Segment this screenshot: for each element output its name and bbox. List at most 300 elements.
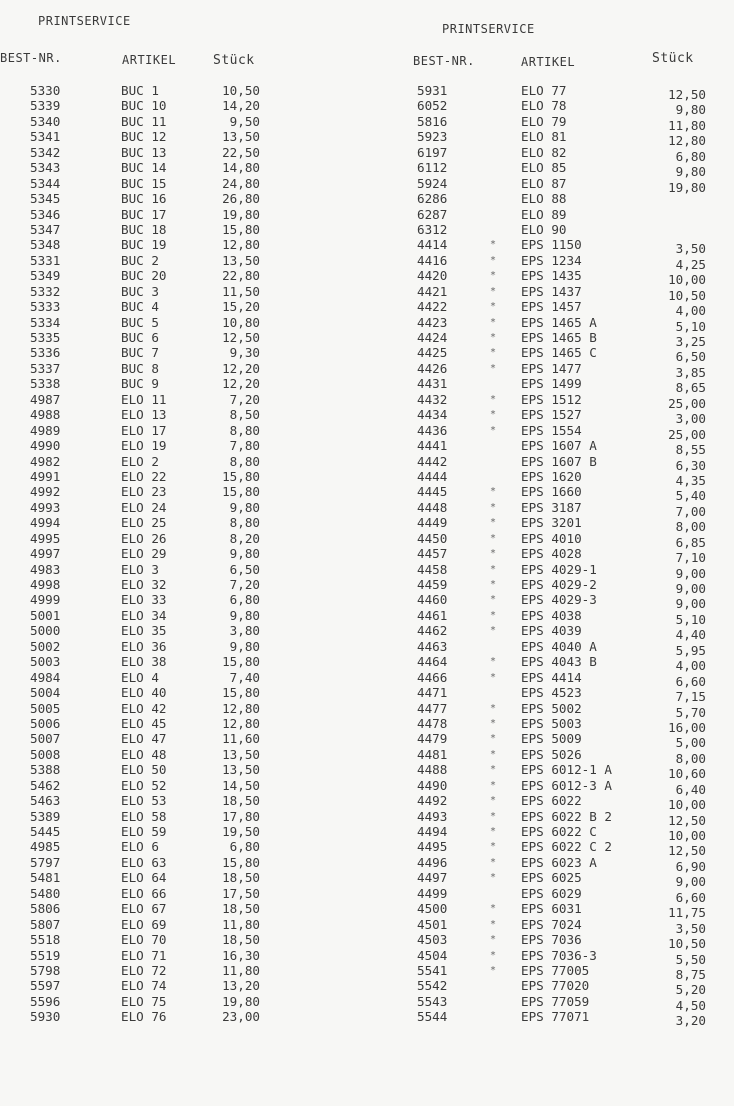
table-row [0,423,370,438]
quantity-price: 10,50 [668,287,706,303]
article-name: ELO 69 [121,916,167,932]
table-row [370,283,734,303]
article-name: EPS 77059 [521,993,590,1009]
quantity-price: 7,10 [675,550,706,566]
article-name: ELO 33 [121,592,167,608]
article-name: BUC 19 [121,237,167,253]
article-name: EPS 6022 C 2 [521,839,612,855]
asterisk-mark: * [490,301,497,313]
order-number: 5930 [30,1009,61,1025]
quantity-price: 8,65 [675,380,706,396]
order-number: 4423 [417,314,448,330]
order-number: 5388 [30,762,61,778]
article-name: ELO 22 [121,468,167,484]
asterisk-mark: * [490,779,497,791]
table-row [0,237,370,252]
quantity-price: 6,50 [229,561,260,577]
article-name: ELO 77 [521,83,567,98]
table-row [0,608,370,623]
table-row [370,793,734,813]
order-number: 4995 [30,530,61,546]
article-name: EPS 77005 [521,962,590,978]
table-row [0,546,370,561]
order-number: 5597 [30,978,61,994]
table-row [0,330,370,345]
asterisk-mark: * [490,393,497,405]
table-row [0,963,370,978]
order-number: 4436 [417,422,448,438]
table-row [370,237,734,257]
order-number: 5348 [30,237,61,253]
order-number: 5541 [417,962,448,978]
quantity-price: 5,40 [675,488,706,504]
table-row [370,113,734,133]
order-number: 4490 [417,777,448,793]
article-name: ELO 19 [121,438,167,454]
quantity-price: 5,70 [675,704,706,720]
quantity-price: 9,00 [675,596,706,612]
article-name: ELO 66 [121,885,167,901]
table-row [0,701,370,716]
quantity-price: 6,50 [675,349,706,365]
table-row [370,854,734,874]
article-name: ELO 48 [121,746,167,762]
article-name: BUC 17 [121,206,167,222]
asterisk-mark: * [490,964,497,976]
table-row [370,808,734,828]
quantity-price: 6,80 [675,148,706,164]
article-name: BUC 20 [121,268,167,284]
order-number: 4422 [417,299,448,315]
quantity-price: 3,00 [675,411,706,427]
article-name: ELO 24 [121,499,167,515]
table-row [0,917,370,932]
article-name: BUC 7 [121,345,159,361]
order-number: 4448 [417,499,448,515]
order-number: 5807 [30,916,61,932]
order-number: 5389 [30,808,61,824]
table-row [0,376,370,391]
asterisk-mark: * [490,856,497,868]
quantity-price: 11,60 [222,731,260,747]
article-name: EPS 1607 B [521,453,597,469]
article-name: ELO 63 [121,854,167,870]
article-name: ELO 17 [121,422,167,438]
order-number: 5596 [30,993,61,1009]
quantity-price: 12,50 [668,812,706,828]
order-number: 4460 [417,592,448,608]
order-number: 4988 [30,407,61,423]
article-name: ELO 50 [121,762,167,778]
quantity-price: 17,50 [222,885,260,901]
quantity-price: 7,20 [229,577,260,592]
table-row [0,731,370,746]
order-number: 4449 [417,515,448,531]
table-row [370,144,734,164]
table-row [0,778,370,793]
article-name: ELO 34 [121,607,167,623]
quantity-price: 8,00 [675,519,706,535]
quantity-price: 19,50 [222,824,260,839]
article-name: ELO 13 [121,407,167,423]
asterisk-mark: * [490,486,497,498]
table-row [370,561,734,581]
table-row [370,252,734,272]
quantity-price: 15,80 [222,221,260,237]
order-number: 4424 [417,330,448,345]
table-row [370,422,734,442]
quantity-price: 9,00 [675,565,706,581]
table-row [370,669,734,689]
table-row [370,947,734,967]
asterisk-mark: * [490,841,497,853]
order-number: 4493 [417,808,448,824]
quantity-price: 8,80 [229,515,260,531]
order-number: 4488 [417,762,448,778]
article-name: EPS 1499 [521,376,582,392]
table-row [370,777,734,797]
article-name: EPS 1465 C [521,345,597,361]
asterisk-mark: * [490,702,497,714]
table-row [370,715,734,735]
table-row [370,762,734,782]
order-number: 4994 [30,515,61,531]
table-row [0,500,370,515]
asterisk-mark: * [490,671,497,683]
quantity-price: 23,00 [222,1009,260,1025]
article-name: EPS 6023 A [521,854,597,870]
article-name: BUC 8 [121,360,159,376]
quantity-price: 4,50 [675,997,706,1013]
order-number: 4462 [417,623,448,639]
right-title: PRINTSERVICE [442,22,535,36]
article-name: EPS 1150 [521,237,582,253]
order-number: 5346 [30,206,61,222]
quantity-price: 15,80 [222,484,260,500]
table-row [370,623,734,643]
table-row [0,793,370,808]
order-number: 4479 [417,731,448,747]
quantity-price: 10,60 [668,766,706,782]
quantity-price: 6,30 [675,457,706,473]
table-row [370,376,734,396]
article-name: BUC 5 [121,314,159,330]
left-header-article: ARTIKEL [122,53,177,67]
order-number: 5480 [30,885,61,901]
table-row [370,499,734,519]
quantity-price: 12,20 [222,376,260,392]
table-row [370,175,734,195]
asterisk-mark: * [490,934,497,946]
quantity-price: 18,50 [222,793,260,809]
article-name: EPS 1660 [521,484,582,500]
article-name: ELO 36 [121,638,167,654]
article-name: ELO 90 [521,221,567,237]
article-name: ELO 67 [121,901,167,917]
quantity-price: 18,50 [222,932,260,948]
quantity-price: 5,10 [675,318,706,334]
order-number: 4421 [417,283,448,299]
article-name: ELO 47 [121,731,167,747]
quantity-price: 10,80 [222,314,260,330]
table-row [0,932,370,947]
table-row [0,268,370,283]
quantity-price: 11,50 [222,283,260,299]
article-name: EPS 4040 A [521,638,597,654]
article-name: EPS 7036-3 [521,947,597,963]
quantity-price: 3,80 [229,623,260,639]
table-row [370,207,734,222]
article-name: EPS 1512 [521,391,582,407]
order-number: 4494 [417,824,448,839]
article-name: ELO 88 [521,191,567,207]
asterisk-mark: * [490,625,497,637]
right-header-article: ARTIKEL [521,55,576,69]
left-header-nr: BEST-NR. [0,51,62,65]
article-name: ELO 32 [121,577,167,592]
quantity-price: 3,25 [675,334,706,349]
order-number: 5336 [30,345,61,361]
article-name: EPS 6012-1 A [521,762,612,778]
article-name: ELO 26 [121,530,167,546]
asterisk-mark: * [490,733,497,745]
table-row [0,315,370,330]
article-name: BUC 9 [121,376,159,392]
article-name: ELO 52 [121,777,167,793]
quantity-price: 5,95 [675,642,706,658]
table-row [0,747,370,762]
order-number: 4461 [417,607,448,623]
quantity-price: 19,80 [222,206,260,222]
asterisk-mark: * [490,609,497,621]
quantity-price: 10,50 [668,936,706,952]
table-row [0,901,370,916]
quantity-price: 11,80 [222,916,260,932]
article-name: ELO 4 [121,669,159,685]
quantity-price: 19,80 [668,179,706,195]
order-number: 4478 [417,715,448,731]
table-row [0,484,370,499]
table-row [370,1009,734,1029]
quantity-price: 12,50 [668,87,706,102]
table-row [370,870,734,890]
order-number: 4464 [417,654,448,670]
article-name: BUC 14 [121,160,167,176]
article-name: EPS 4028 [521,546,582,562]
quantity-price: 22,50 [222,144,260,160]
asterisk-mark: * [490,347,497,359]
table-row [370,345,734,365]
article-name: BUC 1 [121,83,159,98]
order-number: 4497 [417,870,448,886]
quantity-price: 3,50 [675,920,706,936]
order-number: 5337 [30,360,61,376]
quantity-price: 9,80 [675,102,706,118]
order-number: 6287 [417,206,448,222]
table-row [370,453,734,473]
order-number: 4471 [417,685,448,701]
quantity-price: 25,00 [668,395,706,411]
table-row [370,484,734,504]
order-number: 4426 [417,360,448,376]
quantity-price: 11,80 [668,117,706,133]
table-row [0,129,370,144]
order-number: 5006 [30,715,61,731]
article-name: ELO 81 [521,129,567,145]
order-number: 5007 [30,731,61,747]
table-row [0,685,370,700]
quantity-price: 9,30 [229,345,260,361]
table-row [0,160,370,175]
quantity-price: 14,20 [222,98,260,114]
order-number: 4477 [417,700,448,716]
article-name: ELO 64 [121,870,167,886]
asterisk-mark: * [490,918,497,930]
order-number: 6052 [417,98,448,114]
table-row [370,314,734,334]
asterisk-mark: * [490,239,497,251]
quantity-price: 11,75 [668,905,706,921]
article-name: ELO 23 [121,484,167,500]
order-number: 4989 [30,422,61,438]
order-number: 5343 [30,160,61,176]
table-row [370,222,734,237]
table-row [370,654,734,674]
order-number: 5923 [417,129,448,145]
article-name: EPS 1437 [521,283,582,299]
article-name: BUC 15 [121,175,167,191]
table-row [370,530,734,550]
article-name: ELO 58 [121,808,167,824]
article-name: EPS 1527 [521,407,582,423]
table-row [0,469,370,484]
table-row [0,361,370,376]
table-row [0,83,370,98]
quantity-price: 12,80 [222,700,260,716]
asterisk-mark: * [490,316,497,328]
table-row [0,438,370,453]
table-row [370,962,734,982]
order-number: 5462 [30,777,61,793]
asterisk-mark: * [490,949,497,961]
article-name: EPS 4043 B [521,654,597,670]
asterisk-mark: * [490,424,497,436]
quantity-price: 5,10 [675,611,706,627]
article-name: ELO 74 [121,978,167,994]
order-number: 5542 [417,978,448,994]
table-row [370,83,734,102]
quantity-price: 18,50 [222,870,260,886]
order-number: 4999 [30,592,61,608]
order-number: 5332 [30,283,61,299]
order-number: 5338 [30,376,61,392]
article-name: ELO 79 [521,113,567,129]
quantity-price: 18,50 [222,901,260,917]
quantity-price: 13,50 [222,252,260,268]
table-row [370,438,734,458]
article-name: EPS 6012-3 A [521,777,612,793]
order-number: 5518 [30,932,61,948]
quantity-price: 8,00 [675,750,706,766]
asterisk-mark: * [490,594,497,606]
order-number: 4445 [417,484,448,500]
quantity-price: 6,60 [675,889,706,905]
table-row [370,577,734,596]
order-number: 6312 [417,221,448,237]
quantity-price: 26,80 [222,191,260,207]
article-name: ELO 71 [121,947,167,963]
quantity-price: 4,40 [675,627,706,643]
asterisk-mark: * [490,270,497,282]
table-row [370,916,734,936]
article-name: ELO 70 [121,932,167,948]
article-name: BUC 2 [121,252,159,268]
order-number: 5333 [30,299,61,315]
order-number: 4434 [417,407,448,423]
quantity-price: 15,80 [222,685,260,701]
article-name: EPS 4414 [521,669,582,685]
quantity-price: 10,50 [222,83,260,98]
order-number: 4985 [30,839,61,855]
quantity-price: 7,80 [229,438,260,454]
table-row [0,222,370,237]
asterisk-mark: * [490,517,497,529]
table-row [370,407,734,427]
table-row [0,670,370,685]
asterisk-mark: * [490,254,497,266]
quantity-price: 5,20 [675,982,706,998]
order-number: 5519 [30,947,61,963]
article-name: EPS 4029-3 [521,592,597,608]
table-row [0,345,370,360]
table-row [370,700,734,720]
article-name: EPS 1477 [521,360,582,376]
article-name: EPS 3187 [521,499,582,515]
order-number: 4993 [30,499,61,515]
order-number: 4496 [417,854,448,870]
quantity-price: 8,80 [229,422,260,438]
right-header-qty: Stück [652,51,694,66]
article-name: EPS 4523 [521,685,582,701]
order-number: 4459 [417,577,448,592]
quantity-price: 7,15 [675,689,706,705]
article-name: EPS 1465 B [521,330,597,345]
quantity-price: 22,80 [222,268,260,284]
asterisk-mark: * [490,532,497,544]
order-number: 5335 [30,330,61,345]
article-name: EPS 7024 [521,916,582,932]
left-title: PRINTSERVICE [38,14,131,28]
quantity-price: 8,55 [675,442,706,458]
table-row [370,901,734,921]
quantity-price: 3,20 [675,1013,706,1029]
table-row [370,638,734,658]
table-row [370,885,734,905]
order-number: 4457 [417,546,448,562]
table-row [370,129,734,149]
table-row [370,330,734,349]
quantity-price: 8,80 [229,453,260,469]
quantity-price: 15,80 [222,654,260,670]
order-number: 5334 [30,314,61,330]
order-number: 5002 [30,638,61,654]
quantity-price: 6,40 [675,781,706,797]
quantity-price: 9,80 [229,499,260,515]
table-row [370,978,734,998]
table-row [370,746,734,766]
order-number: 4420 [417,268,448,284]
article-name: EPS 6022 [521,793,582,809]
